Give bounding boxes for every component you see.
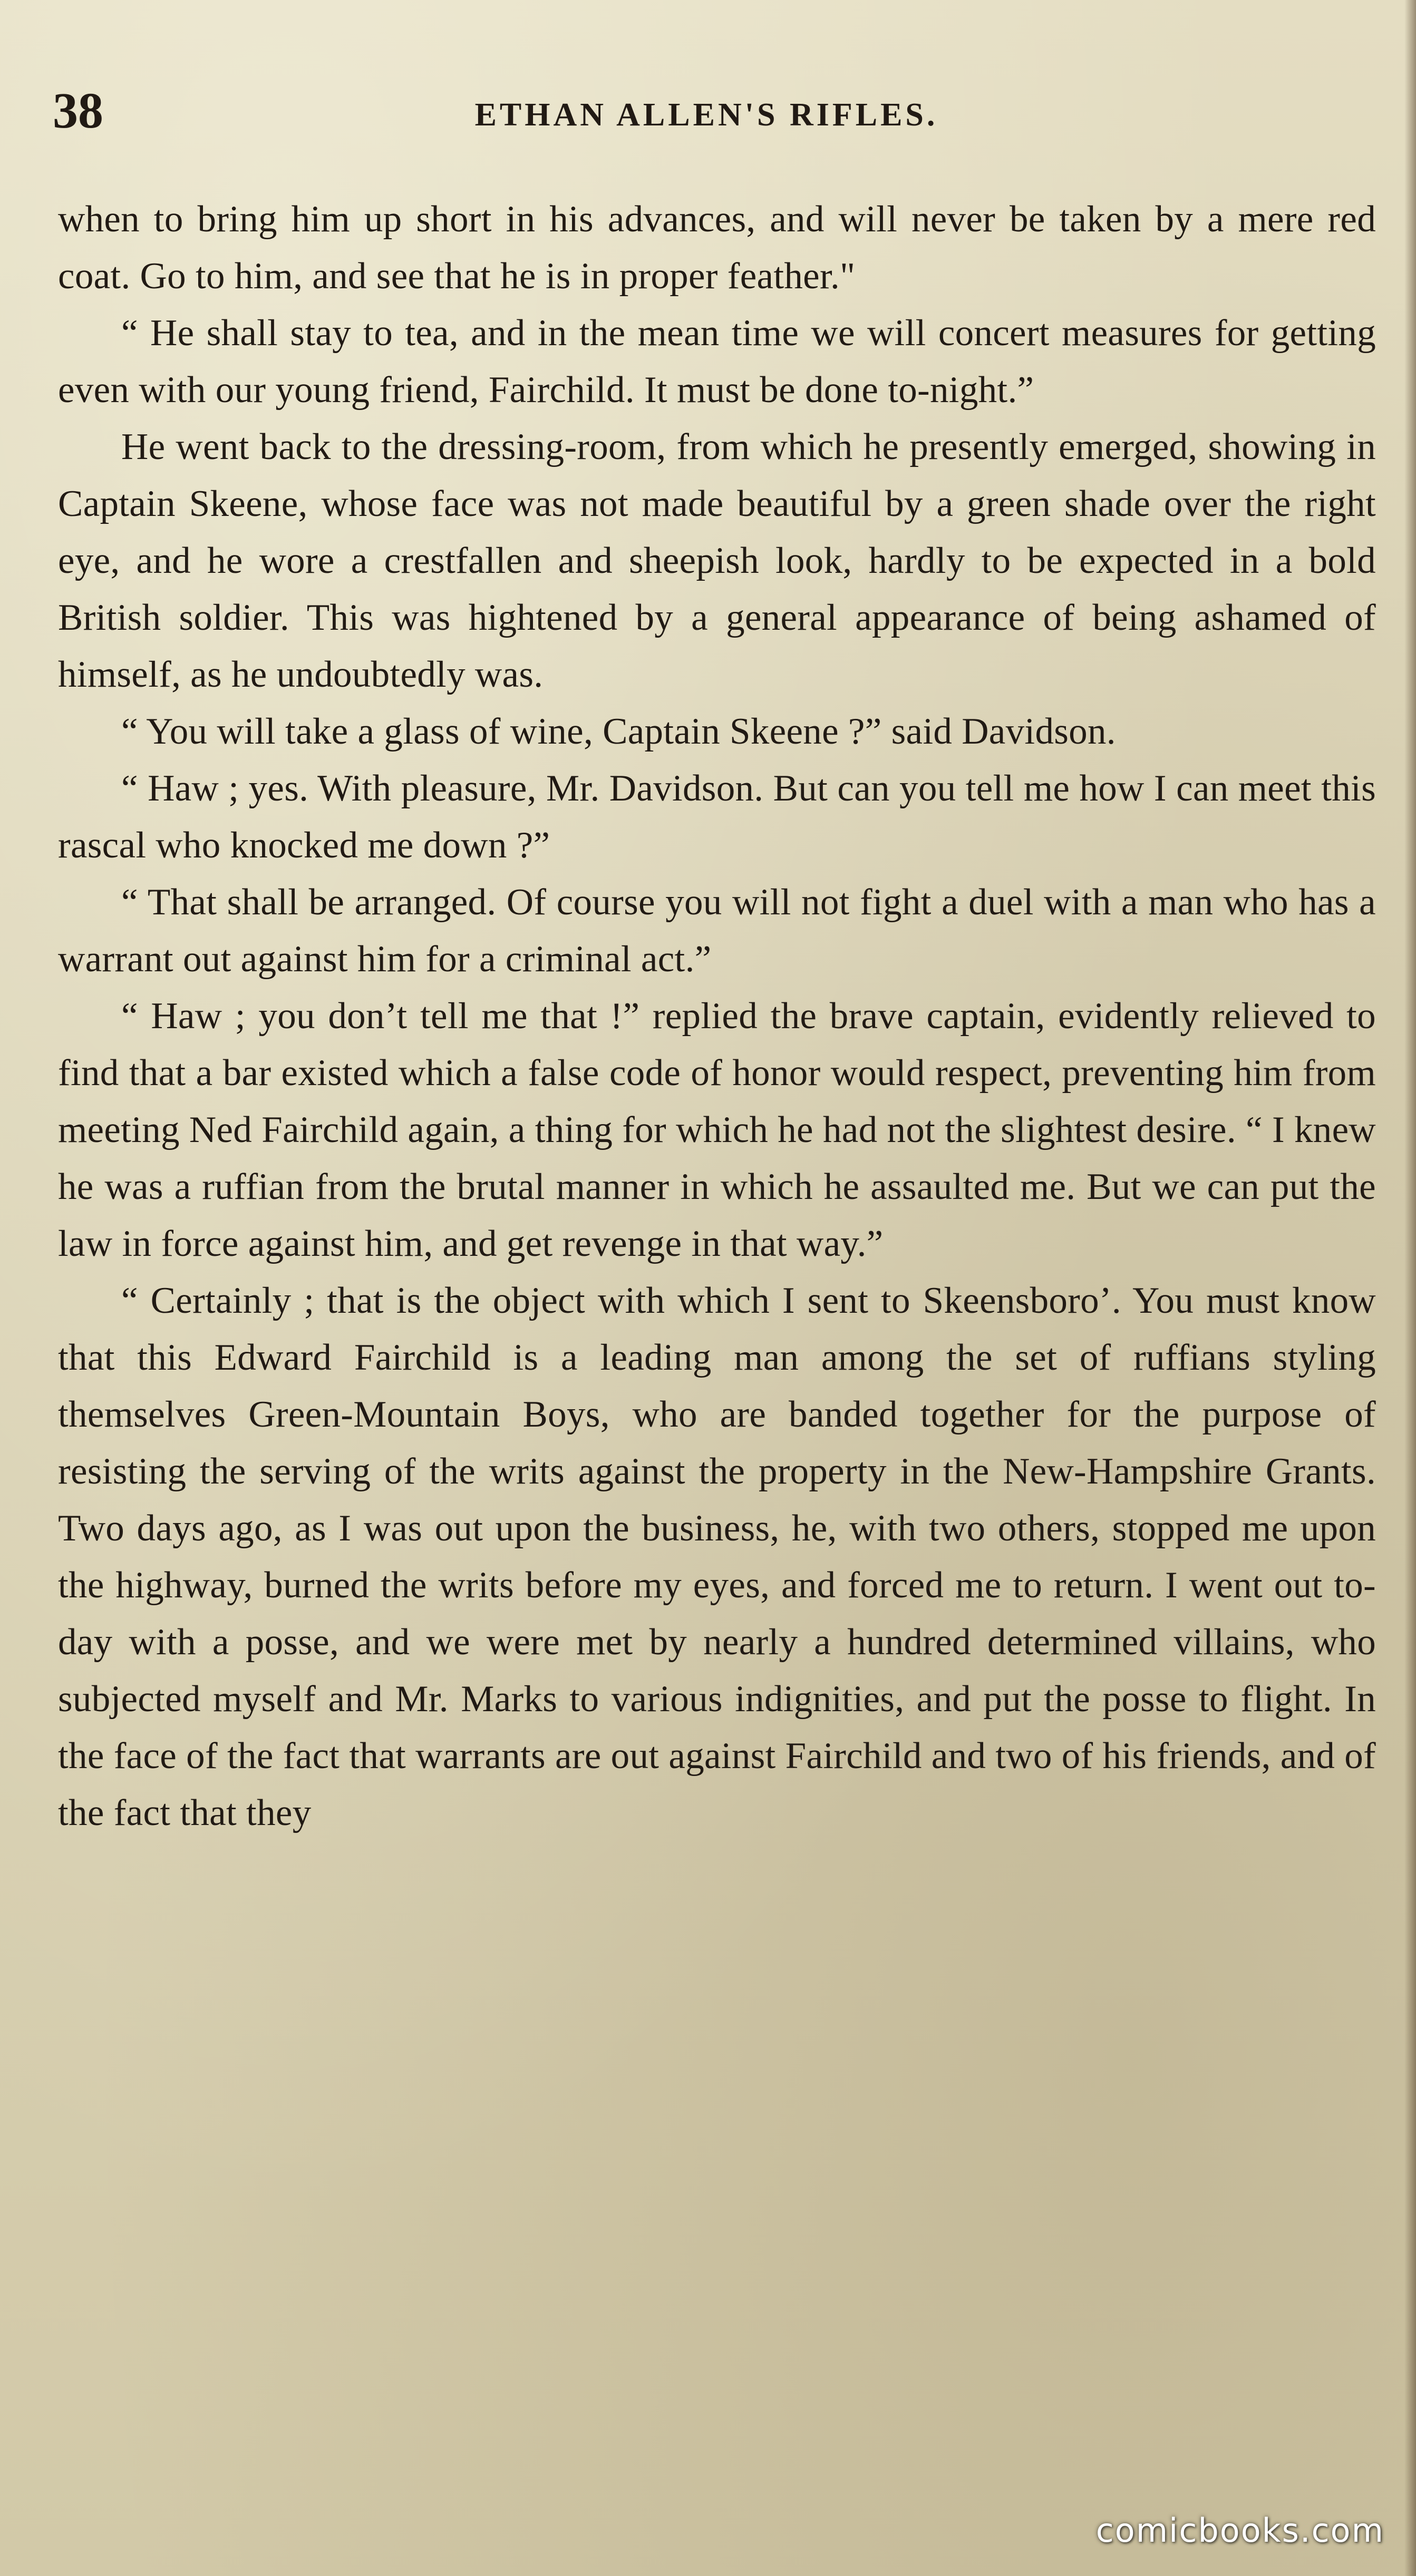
paragraph: “ Certainly ; that is the object with which I sent to Skeensboro’. You must know that this Edward Fairchild is a leading man among the set of ruffians styling themselves Green-Mountain Boys, who are banded together for the purpose of resisting the serving of the writs against the property in the New-Hampshire Grants. Two days ago, as I was out upon the business, he, with two others, stopped me upon the highway, burned the writs before my eyes, and forced me to return. I went out to-day with a posse, and we were met by nearly a hundred determined villains, who subjected myself and Mr. Marks to various indignities, and put the posse to flight. In the face of the fact that warrants are out against Fairchild and two of his friends, and of the fact that they <box>58 1280 1376 1833</box>
paragraph: when to bring him up short in his advances, and will never be taken by a mere red coat. Go to him, and see that he is in proper feather." <box>58 199 1376 297</box>
page-number: 38 <box>53 82 103 139</box>
paragraph: “ Haw ; yes. With pleasure, Mr. Davidson. But can you tell me how I can meet this rascal who knocked me down ?” <box>58 768 1376 866</box>
site-watermark: comicbooks.com <box>1095 2511 1384 2550</box>
running-title: ETHAN ALLEN'S RIFLES. <box>474 97 938 133</box>
paragraph: “ He shall stay to tea, and in the mean time we will concert measures for getting even with our young friend, Fairchild. It must be done to-night.” <box>58 313 1376 411</box>
paragraph: “ That shall be arranged. Of course you will not fight a duel with a man who has a warrant out against him for a criminal act.” <box>58 882 1376 980</box>
paragraph: He went back to the dressing-room, from which he presently emerged, showing in Captain Skeene, whose face was not made beautiful by a green shade over the right eye, and he wore a crestfallen and sheepish look, hardly to be expected in a bold British soldier. This was hightened by a general appearance of being ashamed of himself, as he undoubtedly was. <box>58 426 1376 695</box>
page-header <box>53 79 1360 142</box>
paragraph: “ Haw ; you don’t tell me that !” replied the brave captain, evidently relieved to find that a bar existed which a false code of honor would respect, preventing him from meeting Ned Fairchild again, a thing for which he had not the slightest desire. “ I knew he was a ruffian from the brutal manner in which he assaulted me. But we can put the law in force against him, and get revenge in that way.” <box>58 996 1376 1264</box>
body-text <box>58 191 1376 1841</box>
page-edge-shadow <box>1404 0 1416 2576</box>
paragraph: “ You will take a glass of wine, Captain Skeene ?” said Davidson. <box>121 711 1116 752</box>
